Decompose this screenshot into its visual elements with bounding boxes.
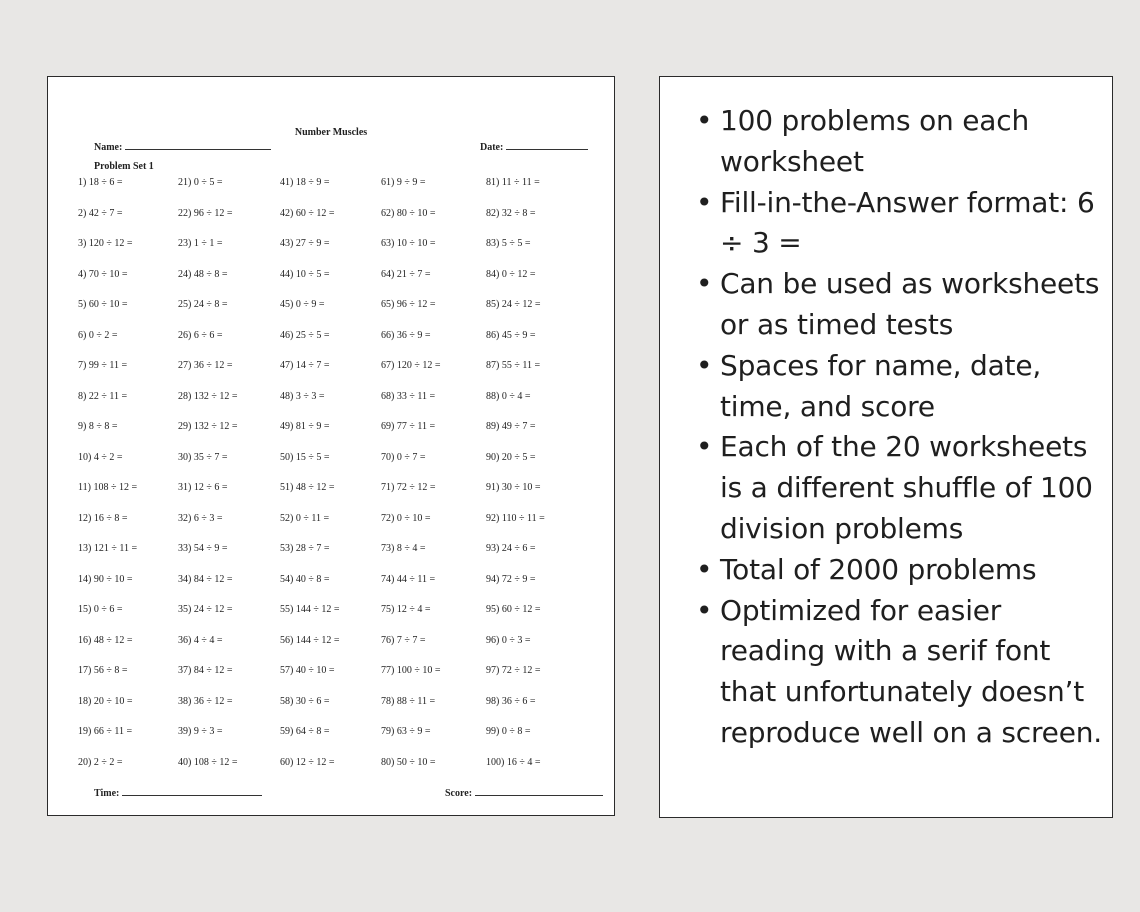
problem-item: 13) 121 ÷ 11 = xyxy=(78,543,138,554)
problem-item: 38) 36 ÷ 12 = xyxy=(178,695,233,707)
problem-item: 43) 27 ÷ 9 = xyxy=(280,238,330,249)
problem-item: 58) 30 ÷ 6 = xyxy=(280,695,330,707)
problem-item: 33) 54 ÷ 9 = xyxy=(178,543,228,554)
score-line xyxy=(475,785,603,796)
problem-column-4 xyxy=(381,177,440,787)
feature-text: Total of 2000 problems xyxy=(720,552,1037,586)
problem-item: 39) 9 ÷ 3 = xyxy=(178,726,223,737)
problem-column-1 xyxy=(78,177,137,787)
feature-panel xyxy=(659,76,1113,818)
problem-item: 91) 30 ÷ 10 = xyxy=(486,482,541,493)
problem-item: 29) 132 ÷ 12 = xyxy=(178,421,238,432)
feature-item xyxy=(696,264,1106,346)
problem-item: 60) 12 ÷ 12 = xyxy=(280,756,335,768)
problem-item: 84) 0 ÷ 12 = xyxy=(486,268,536,280)
problem-item: 90) 20 ÷ 5 = xyxy=(486,451,536,463)
problem-item: 57) 40 ÷ 10 = xyxy=(280,665,335,676)
problem-item: 83) 5 ÷ 5 = xyxy=(486,238,531,249)
problem-item: 49) 81 ÷ 9 = xyxy=(280,421,330,432)
feature-item xyxy=(696,427,1106,549)
problem-item: 81) 11 ÷ 11 = xyxy=(486,177,540,188)
problem-item: 68) 33 ÷ 11 = xyxy=(381,390,436,402)
problem-item: 47) 14 ÷ 7 = xyxy=(280,360,330,371)
problem-item: 30) 35 ÷ 7 = xyxy=(178,451,228,463)
problem-item: 20) 2 ÷ 2 = xyxy=(78,756,123,768)
problem-item: 78) 88 ÷ 11 = xyxy=(381,695,436,707)
problem-item: 85) 24 ÷ 12 = xyxy=(486,299,541,310)
problem-item: 80) 50 ÷ 10 = xyxy=(381,756,436,768)
problem-item: 6) 0 ÷ 2 = xyxy=(78,329,118,341)
problem-item: 55) 144 ÷ 12 = xyxy=(280,604,340,615)
problem-item: 16) 48 ÷ 12 = xyxy=(78,634,133,646)
bullet-icon: • xyxy=(696,348,713,382)
problem-item: 79) 63 ÷ 9 = xyxy=(381,726,431,737)
name-label: Name: xyxy=(94,142,123,153)
score-label: Score: xyxy=(445,788,473,799)
problem-item: 94) 72 ÷ 9 = xyxy=(486,573,536,585)
time-label: Time: xyxy=(94,788,120,799)
feature-item xyxy=(696,101,1106,183)
date-label: Date: xyxy=(480,142,504,153)
problem-item: 23) 1 ÷ 1 = xyxy=(178,238,223,249)
problem-item: 44) 10 ÷ 5 = xyxy=(280,268,330,280)
problem-column-2 xyxy=(178,177,237,787)
time-line xyxy=(122,785,262,796)
problem-item: 22) 96 ÷ 12 = xyxy=(178,207,233,219)
feature-text: Spaces for name, date, time, and score xyxy=(720,348,1042,423)
problem-item: 25) 24 ÷ 8 = xyxy=(178,299,228,310)
problem-item: 63) 10 ÷ 10 = xyxy=(381,238,436,249)
problem-item: 51) 48 ÷ 12 = xyxy=(280,482,335,493)
problem-item: 3) 120 ÷ 12 = xyxy=(78,238,133,249)
problem-column-3 xyxy=(280,177,339,787)
problem-item: 32) 6 ÷ 3 = xyxy=(178,512,223,524)
problem-set-label: Problem Set 1 xyxy=(94,161,154,172)
problem-item: 65) 96 ÷ 12 = xyxy=(381,299,436,310)
feature-text: Each of the 20 worksheets is a different shuffle of 100 division problems xyxy=(720,430,1093,545)
problem-item: 75) 12 ÷ 4 = xyxy=(381,604,431,615)
date-field xyxy=(480,139,588,153)
bullet-icon: • xyxy=(696,267,713,301)
bullet-icon: • xyxy=(696,430,713,464)
problem-item: 93) 24 ÷ 6 = xyxy=(486,543,536,554)
problem-item: 67) 120 ÷ 12 = xyxy=(381,360,441,371)
feature-item xyxy=(696,183,1106,265)
problem-column-5 xyxy=(486,177,545,787)
problem-item: 5) 60 ÷ 10 = xyxy=(78,299,128,310)
problem-item: 89) 49 ÷ 7 = xyxy=(486,421,536,432)
problem-item: 41) 18 ÷ 9 = xyxy=(280,177,330,188)
problem-item: 28) 132 ÷ 12 = xyxy=(178,390,238,402)
problem-item: 26) 6 ÷ 6 = xyxy=(178,329,223,341)
feature-text: Fill-in-the-Answer format: 6 ÷ 3 = xyxy=(720,185,1095,260)
problem-item: 69) 77 ÷ 11 = xyxy=(381,421,436,432)
problem-item: 15) 0 ÷ 6 = xyxy=(78,604,123,615)
problem-item: 74) 44 ÷ 11 = xyxy=(381,573,436,585)
problem-item: 34) 84 ÷ 12 = xyxy=(178,573,233,585)
problem-item: 48) 3 ÷ 3 = xyxy=(280,390,325,402)
problem-item: 27) 36 ÷ 12 = xyxy=(178,360,233,371)
problem-item: 14) 90 ÷ 10 = xyxy=(78,573,133,585)
score-field xyxy=(445,785,603,799)
problem-item: 50) 15 ÷ 5 = xyxy=(280,451,330,463)
problem-item: 12) 16 ÷ 8 = xyxy=(78,512,128,524)
problem-item: 36) 4 ÷ 4 = xyxy=(178,634,223,646)
problem-item: 73) 8 ÷ 4 = xyxy=(381,543,426,554)
problem-item: 99) 0 ÷ 8 = xyxy=(486,726,531,737)
problem-item: 17) 56 ÷ 8 = xyxy=(78,665,128,676)
problem-item: 19) 66 ÷ 11 = xyxy=(78,726,133,737)
problem-item: 62) 80 ÷ 10 = xyxy=(381,207,436,219)
feature-item xyxy=(696,550,1106,591)
problem-item: 61) 9 ÷ 9 = xyxy=(381,177,426,188)
problem-item: 82) 32 ÷ 8 = xyxy=(486,207,536,219)
problem-item: 21) 0 ÷ 5 = xyxy=(178,177,223,188)
problem-item: 8) 22 ÷ 11 = xyxy=(78,390,128,402)
problem-item: 52) 0 ÷ 11 = xyxy=(280,512,330,524)
problem-item: 53) 28 ÷ 7 = xyxy=(280,543,330,554)
problem-item: 77) 100 ÷ 10 = xyxy=(381,665,441,676)
problem-item: 59) 64 ÷ 8 = xyxy=(280,726,330,737)
bullet-icon: • xyxy=(696,185,713,219)
feature-text: Optimized for easier reading with a serif font that unfortunately doesn’t reproduce well on a screen. xyxy=(720,593,1102,749)
problem-item: 11) 108 ÷ 12 = xyxy=(78,482,138,493)
problem-item: 98) 36 ÷ 6 = xyxy=(486,695,536,707)
problem-item: 35) 24 ÷ 12 = xyxy=(178,604,233,615)
problem-item: 10) 4 ÷ 2 = xyxy=(78,451,123,463)
problem-item: 42) 60 ÷ 12 = xyxy=(280,207,335,219)
problem-item: 56) 144 ÷ 12 = xyxy=(280,634,340,646)
problem-item: 18) 20 ÷ 10 = xyxy=(78,695,133,707)
problem-item: 76) 7 ÷ 7 = xyxy=(381,634,426,646)
worksheet-preview xyxy=(47,76,615,816)
feature-list xyxy=(696,101,1106,754)
problem-item: 31) 12 ÷ 6 = xyxy=(178,482,228,493)
date-line xyxy=(506,139,588,150)
problem-item: 96) 0 ÷ 3 = xyxy=(486,634,531,646)
problem-item: 100) 16 ÷ 4 = xyxy=(486,756,541,768)
problem-item: 86) 45 ÷ 9 = xyxy=(486,329,536,341)
problem-item: 88) 0 ÷ 4 = xyxy=(486,390,531,402)
problem-item: 9) 8 ÷ 8 = xyxy=(78,421,118,432)
feature-item xyxy=(696,591,1106,754)
problem-item: 1) 18 ÷ 6 = xyxy=(78,177,123,188)
problem-item: 24) 48 ÷ 8 = xyxy=(178,268,228,280)
problem-item: 95) 60 ÷ 12 = xyxy=(486,604,541,615)
problem-item: 92) 110 ÷ 11 = xyxy=(486,512,545,524)
bullet-icon: • xyxy=(696,104,713,137)
bullet-icon: • xyxy=(696,593,713,627)
problem-item: 70) 0 ÷ 7 = xyxy=(381,451,426,463)
problem-item: 4) 70 ÷ 10 = xyxy=(78,268,128,280)
feature-text: 100 problems on each worksheet xyxy=(720,104,1029,178)
problem-item: 46) 25 ÷ 5 = xyxy=(280,329,330,341)
problem-item: 37) 84 ÷ 12 = xyxy=(178,665,233,676)
problem-item: 97) 72 ÷ 12 = xyxy=(486,665,541,676)
problem-item: 87) 55 ÷ 11 = xyxy=(486,360,541,371)
time-field xyxy=(94,785,262,799)
problem-item: 54) 40 ÷ 8 = xyxy=(280,573,330,585)
feature-item xyxy=(696,346,1106,428)
name-line xyxy=(125,139,271,150)
name-field xyxy=(94,139,271,153)
feature-text: Can be used as worksheets or as timed tests xyxy=(720,267,1100,341)
worksheet-title: Number Muscles xyxy=(294,127,368,138)
problem-item: 2) 42 ÷ 7 = xyxy=(78,207,123,219)
problem-item: 72) 0 ÷ 10 = xyxy=(381,512,431,524)
bullet-icon: • xyxy=(696,552,713,586)
problem-item: 71) 72 ÷ 12 = xyxy=(381,482,436,493)
problem-item: 64) 21 ÷ 7 = xyxy=(381,268,431,280)
problem-item: 66) 36 ÷ 9 = xyxy=(381,329,431,341)
problem-item: 45) 0 ÷ 9 = xyxy=(280,299,325,310)
problem-item: 40) 108 ÷ 12 = xyxy=(178,756,238,768)
problem-item: 7) 99 ÷ 11 = xyxy=(78,360,128,371)
